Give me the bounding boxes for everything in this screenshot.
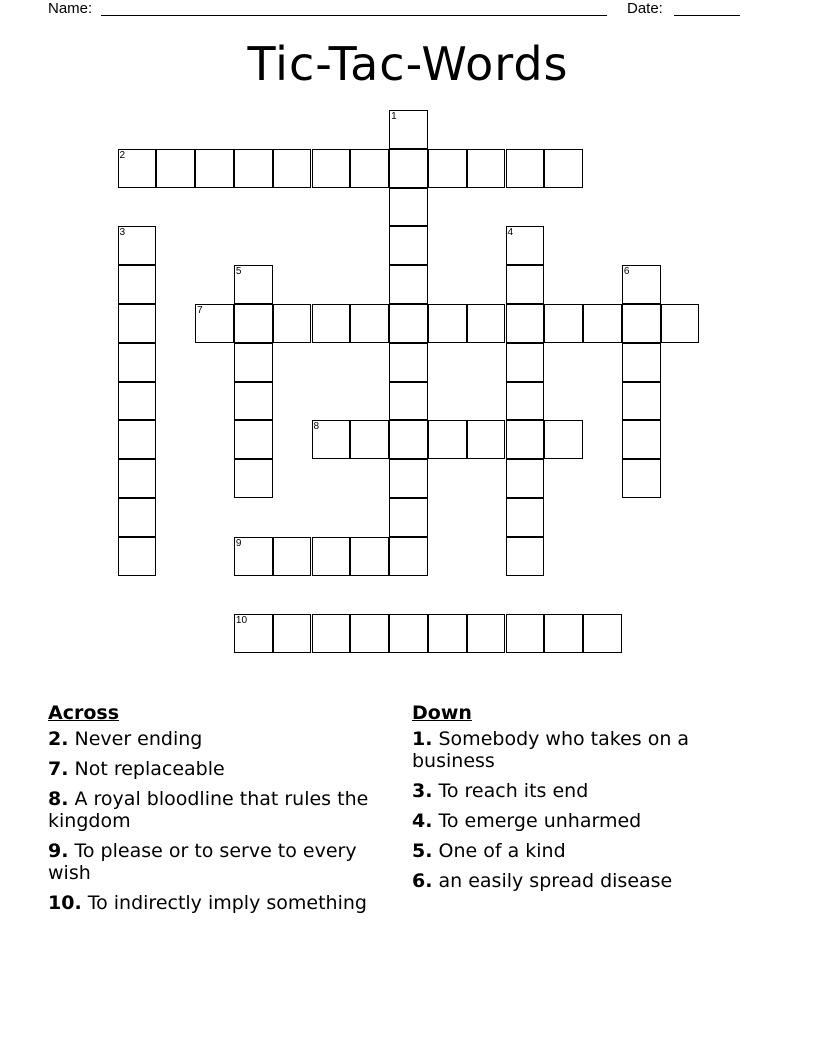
- grid-cell[interactable]: [234, 459, 273, 498]
- cell-number: 10: [235, 615, 248, 627]
- grid-cell[interactable]: [389, 343, 428, 382]
- grid-cell[interactable]: [118, 420, 157, 459]
- clue-text: To please or to serve to every wish: [48, 840, 357, 884]
- grid-cell[interactable]: [350, 149, 389, 188]
- grid-cell[interactable]: [234, 537, 273, 576]
- across-heading: Across: [48, 702, 120, 724]
- grid-cell[interactable]: [428, 614, 467, 653]
- clue-across-2: [48, 728, 388, 750]
- clue-number: 9.: [48, 840, 69, 862]
- grid-cell[interactable]: [544, 149, 583, 188]
- grid-cell[interactable]: [622, 343, 661, 382]
- clue-number: 5.: [412, 840, 433, 862]
- clue-number: 3.: [412, 780, 433, 802]
- grid-cell[interactable]: [428, 304, 467, 343]
- grid-cell[interactable]: [544, 614, 583, 653]
- grid-cell[interactable]: [583, 614, 622, 653]
- grid-cell[interactable]: [506, 537, 545, 576]
- clue-number: 4.: [412, 810, 433, 832]
- page-title: Tic-Tac-Words: [247, 37, 569, 91]
- clue-down-5: [412, 840, 752, 862]
- grid-cell[interactable]: [544, 420, 583, 459]
- cell-number: 8: [313, 421, 320, 433]
- grid-cell[interactable]: [389, 226, 428, 265]
- grid-cell[interactable]: [389, 149, 428, 188]
- grid-cell[interactable]: [312, 537, 351, 576]
- grid-cell[interactable]: [389, 614, 428, 653]
- clue-down-3: [412, 780, 752, 802]
- grid-cell[interactable]: [118, 149, 157, 188]
- grid-cell[interactable]: [389, 498, 428, 537]
- clue-text: Never ending: [74, 728, 203, 750]
- cell-number: 4: [507, 227, 514, 239]
- grid-cell[interactable]: [312, 149, 351, 188]
- grid-cell[interactable]: [118, 382, 157, 421]
- name-field[interactable]: [101, 15, 607, 16]
- clue-number: 1.: [412, 728, 433, 750]
- grid-cell[interactable]: [506, 343, 545, 382]
- grid-cell[interactable]: [389, 110, 428, 149]
- date-label: Date:: [627, 0, 663, 17]
- grid-cell[interactable]: [273, 614, 312, 653]
- clue-text: To emerge unharmed: [438, 810, 642, 832]
- grid-cell[interactable]: [389, 382, 428, 421]
- grid-cell[interactable]: [544, 304, 583, 343]
- grid-cell[interactable]: [467, 614, 506, 653]
- clue-down-1: [412, 728, 752, 772]
- grid-cell[interactable]: [195, 304, 234, 343]
- cell-number: 7: [197, 305, 203, 316]
- grid-cell[interactable]: [312, 420, 351, 459]
- date-field[interactable]: [674, 15, 740, 16]
- grid-cell[interactable]: [234, 149, 273, 188]
- grid-cell[interactable]: [118, 343, 157, 382]
- clue-down-4: [412, 810, 752, 832]
- grid-cell[interactable]: [234, 614, 273, 653]
- grid-cell[interactable]: [234, 382, 273, 421]
- clue-text: Not replaceable: [74, 758, 225, 780]
- grid-cell[interactable]: [234, 304, 273, 343]
- clue-number: 8.: [48, 788, 69, 810]
- grid-cell[interactable]: [467, 420, 506, 459]
- grid-cell[interactable]: [389, 459, 428, 498]
- grid-cell[interactable]: [195, 149, 234, 188]
- grid-cell[interactable]: [118, 226, 157, 265]
- cell-number: 9: [235, 537, 242, 549]
- grid-cell[interactable]: [583, 304, 622, 343]
- clue-across-9: [48, 840, 388, 884]
- grid-cell[interactable]: [118, 537, 157, 576]
- grid-cell[interactable]: [350, 304, 389, 343]
- header: [0, 0, 816, 20]
- grid-cell[interactable]: [506, 459, 545, 498]
- grid-cell[interactable]: [234, 420, 273, 459]
- grid-cell[interactable]: [467, 149, 506, 188]
- grid-cell[interactable]: [389, 265, 428, 304]
- grid-cell[interactable]: [118, 498, 157, 537]
- grid-cell[interactable]: [156, 149, 195, 188]
- cell-number: 6: [623, 266, 630, 278]
- grid-cell[interactable]: [273, 537, 312, 576]
- grid-cell[interactable]: [506, 420, 545, 459]
- grid-cell[interactable]: [506, 614, 545, 653]
- grid-cell[interactable]: [312, 304, 351, 343]
- grid-cell[interactable]: [622, 420, 661, 459]
- grid-cell[interactable]: [661, 304, 700, 343]
- clue-across-7: [48, 758, 388, 780]
- clue-number: 7.: [48, 758, 69, 780]
- clue-text: To reach its end: [438, 780, 589, 802]
- grid-cell[interactable]: [389, 420, 428, 459]
- grid-cell[interactable]: [622, 304, 661, 343]
- grid-cell[interactable]: [467, 304, 506, 343]
- grid-cell[interactable]: [389, 188, 428, 227]
- grid-cell[interactable]: [506, 382, 545, 421]
- grid-cell[interactable]: [506, 265, 545, 304]
- clue-down-6: [412, 870, 752, 892]
- grid-cell[interactable]: [118, 304, 157, 343]
- cell-number: 1: [391, 111, 397, 122]
- clue-across-8: [48, 788, 388, 832]
- grid-cell[interactable]: [118, 265, 157, 304]
- grid-cell[interactable]: [273, 149, 312, 188]
- down-heading: Down: [412, 702, 472, 724]
- grid-cell[interactable]: [428, 420, 467, 459]
- clue-across-10: [48, 892, 388, 914]
- down-clues: [412, 702, 752, 900]
- clue-text: A royal bloodline that rules the kingdom: [48, 788, 369, 832]
- grid-cell[interactable]: [389, 537, 428, 576]
- grid-cell[interactable]: [428, 149, 467, 188]
- grid-cell[interactable]: [234, 265, 273, 304]
- grid-cell[interactable]: [273, 304, 312, 343]
- grid-cell[interactable]: [234, 343, 273, 382]
- clue-text: To indirectly imply something: [87, 892, 367, 914]
- cell-number: 3: [119, 227, 126, 239]
- clue-number: 10.: [48, 892, 82, 914]
- clue-number: 2.: [48, 728, 69, 750]
- grid-cell[interactable]: [506, 498, 545, 537]
- grid-cell[interactable]: [622, 382, 661, 421]
- grid-cell[interactable]: [622, 265, 661, 304]
- grid-cell[interactable]: [389, 304, 428, 343]
- clue-number: 6.: [412, 870, 433, 892]
- clue-text: an easily spread disease: [438, 870, 673, 892]
- grid-cell[interactable]: [622, 459, 661, 498]
- name-label: Name:: [48, 0, 93, 17]
- clue-text: One of a kind: [438, 840, 566, 862]
- grid-cell[interactable]: [506, 304, 545, 343]
- grid-cell[interactable]: [312, 614, 351, 653]
- grid-cell[interactable]: [350, 420, 389, 459]
- grid-cell[interactable]: [350, 537, 389, 576]
- cell-number: 2: [119, 149, 126, 161]
- grid-cell[interactable]: [350, 614, 389, 653]
- grid-cell[interactable]: [506, 149, 545, 188]
- across-clues: [48, 702, 388, 922]
- cell-number: 5: [235, 266, 242, 278]
- clue-text: Somebody who takes on a business: [412, 728, 690, 772]
- grid-cell[interactable]: [118, 459, 157, 498]
- grid-cell[interactable]: [506, 226, 545, 265]
